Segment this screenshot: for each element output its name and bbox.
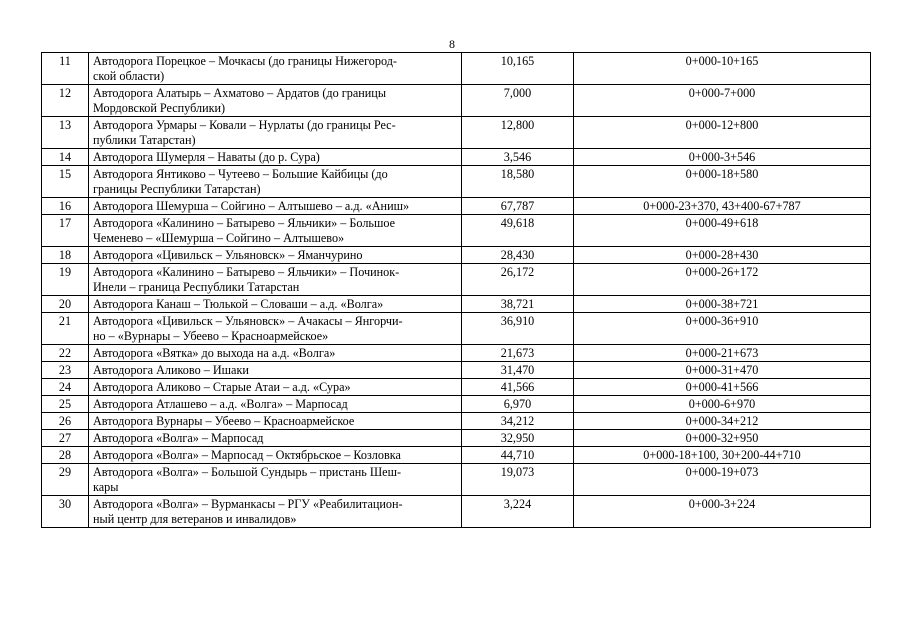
table-row	[42, 345, 871, 362]
table-row	[42, 215, 871, 247]
road-name: Автодорога «Волга» – Марпосад	[89, 430, 462, 447]
road-length-km: 6,970	[462, 396, 574, 413]
table-row	[42, 362, 871, 379]
road-name: Автодорога Аликово – Ишаки	[89, 362, 462, 379]
road-name: Автодорога «Волга» – Вурманкасы – РГУ «Реабилитацион- ный центр для ветеранов и инвалидов»	[89, 496, 462, 528]
table-row	[42, 264, 871, 296]
table-row	[42, 464, 871, 496]
table-row	[42, 296, 871, 313]
row-number: 11	[42, 53, 89, 85]
road-km-range: 0+000-41+566	[574, 379, 871, 396]
road-km-range: 0+000-19+073	[574, 464, 871, 496]
row-number: 15	[42, 166, 89, 198]
table-row	[42, 166, 871, 198]
page-number: 8	[449, 37, 455, 51]
road-km-range: 0+000-28+430	[574, 247, 871, 264]
roads-table-body	[42, 53, 871, 528]
road-name: Автодорога «Вятка» до выхода на а.д. «Волга»	[89, 345, 462, 362]
road-name: Автодорога «Волга» – Большой Сундырь – пристань Шеш- кары	[89, 464, 462, 496]
road-name: Автодорога Аликово – Старые Атаи – а.д. «Сура»	[89, 379, 462, 396]
table-row	[42, 447, 871, 464]
road-name: Автодорога Янтиково – Чутеево – Большие Кайбицы (до границы Республики Татарстан)	[89, 166, 462, 198]
road-km-range: 0+000-3+546	[574, 149, 871, 166]
road-length-km: 41,566	[462, 379, 574, 396]
road-length-km: 12,800	[462, 117, 574, 149]
row-number: 19	[42, 264, 89, 296]
row-number: 21	[42, 313, 89, 345]
table-row	[42, 413, 871, 430]
road-name: Автодорога «Волга» – Марпосад – Октябрьское – Козловка	[89, 447, 462, 464]
table-row	[42, 117, 871, 149]
table-row	[42, 85, 871, 117]
road-name: Автодорога Шумерля – Наваты (до р. Сура)	[89, 149, 462, 166]
road-km-range: 0+000-21+673	[574, 345, 871, 362]
road-km-range: 0+000-32+950	[574, 430, 871, 447]
road-km-range: 0+000-6+970	[574, 396, 871, 413]
road-length-km: 49,618	[462, 215, 574, 247]
row-number: 26	[42, 413, 89, 430]
road-km-range: 0+000-3+224	[574, 496, 871, 528]
road-length-km: 34,212	[462, 413, 574, 430]
road-name: Автодорога Урмары – Ковали – Нурлаты (до границы Рес- публики Татарстан)	[89, 117, 462, 149]
row-number: 30	[42, 496, 89, 528]
row-number: 24	[42, 379, 89, 396]
road-length-km: 38,721	[462, 296, 574, 313]
road-name: Автодорога Канаш – Тюлькой – Словаши – а.д. «Волга»	[89, 296, 462, 313]
road-length-km: 21,673	[462, 345, 574, 362]
row-number: 27	[42, 430, 89, 447]
road-length-km: 31,470	[462, 362, 574, 379]
road-km-range: 0+000-12+800	[574, 117, 871, 149]
road-length-km: 3,224	[462, 496, 574, 528]
road-length-km: 28,430	[462, 247, 574, 264]
road-km-range: 0+000-36+910	[574, 313, 871, 345]
road-length-km: 36,910	[462, 313, 574, 345]
road-length-km: 32,950	[462, 430, 574, 447]
road-km-range: 0+000-18+100, 30+200-44+710	[574, 447, 871, 464]
row-number: 25	[42, 396, 89, 413]
road-name: Автодорога «Цивильск – Ульяновск» – Яманчурино	[89, 247, 462, 264]
road-length-km: 3,546	[462, 149, 574, 166]
row-number: 18	[42, 247, 89, 264]
row-number: 20	[42, 296, 89, 313]
roads-table	[41, 52, 871, 528]
road-km-range: 0+000-23+370, 43+400-67+787	[574, 198, 871, 215]
road-length-km: 26,172	[462, 264, 574, 296]
road-km-range: 0+000-38+721	[574, 296, 871, 313]
row-number: 22	[42, 345, 89, 362]
row-number: 29	[42, 464, 89, 496]
road-km-range: 0+000-26+172	[574, 264, 871, 296]
road-name: Автодорога Атлашево – а.д. «Волга» – Марпосад	[89, 396, 462, 413]
road-length-km: 44,710	[462, 447, 574, 464]
row-number: 13	[42, 117, 89, 149]
row-number: 16	[42, 198, 89, 215]
road-km-range: 0+000-7+000	[574, 85, 871, 117]
road-length-km: 7,000	[462, 85, 574, 117]
row-number: 28	[42, 447, 89, 464]
road-length-km: 18,580	[462, 166, 574, 198]
row-number: 17	[42, 215, 89, 247]
row-number: 14	[42, 149, 89, 166]
road-name: Автодорога «Калинино – Батырево – Яльчики» – Починок- Инели – граница Республики Татарстан	[89, 264, 462, 296]
road-name: Автодорога Порецкое – Мочкасы (до границы Нижегород- ской области)	[89, 53, 462, 85]
table-row	[42, 198, 871, 215]
road-name: Автодорога «Цивильск – Ульяновск» – Ачакасы – Янгорчи- но – «Вурнары – Убеево – Красноармейское»	[89, 313, 462, 345]
table-row	[42, 430, 871, 447]
road-km-range: 0+000-18+580	[574, 166, 871, 198]
table-row	[42, 247, 871, 264]
row-number: 12	[42, 85, 89, 117]
road-length-km: 19,073	[462, 464, 574, 496]
road-km-range: 0+000-10+165	[574, 53, 871, 85]
road-name: Автодорога Алатырь – Ахматово – Ардатов (до границы Мордовской Республики)	[89, 85, 462, 117]
table-row	[42, 313, 871, 345]
road-length-km: 10,165	[462, 53, 574, 85]
table-row	[42, 379, 871, 396]
road-name: Автодорога Вурнары – Убеево – Красноармейское	[89, 413, 462, 430]
table-row	[42, 396, 871, 413]
table-row	[42, 149, 871, 166]
road-length-km: 67,787	[462, 198, 574, 215]
road-km-range: 0+000-49+618	[574, 215, 871, 247]
road-km-range: 0+000-34+212	[574, 413, 871, 430]
road-name: Автодорога Шемурша – Сойгино – Алтышево – а.д. «Аниш»	[89, 198, 462, 215]
road-km-range: 0+000-31+470	[574, 362, 871, 379]
table-row	[42, 53, 871, 85]
road-name: Автодорога «Калинино – Батырево – Яльчики» – Большое Чеменево – «Шемурша – Сойгино – Алтышево»	[89, 215, 462, 247]
row-number: 23	[42, 362, 89, 379]
table-row	[42, 496, 871, 528]
